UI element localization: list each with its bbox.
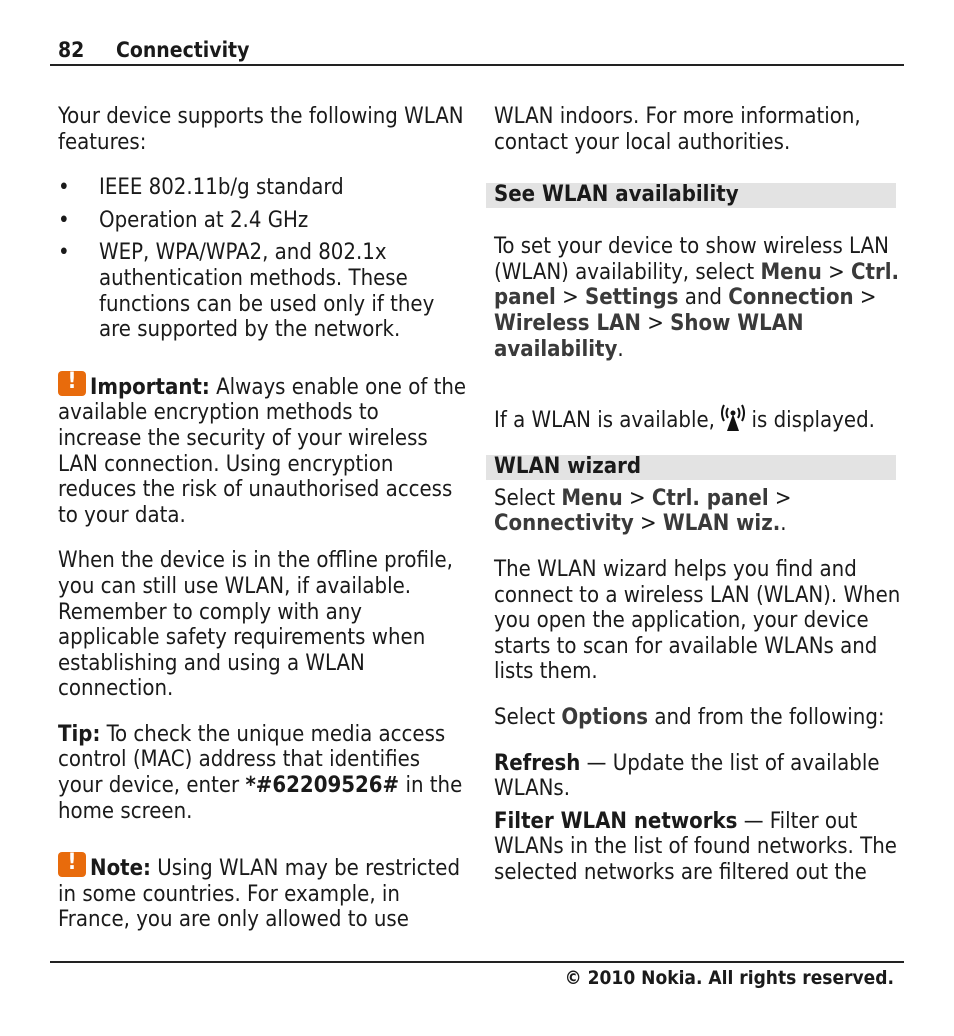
menu-path-connection: Connection <box>728 285 854 311</box>
wlan-indicator-paragraph <box>494 404 904 439</box>
path-separator: > <box>821 259 851 285</box>
offline-paragraph: When the device is in the offline profile, you can still use WLAN, if available. Remember to comply with any applicable safety requirements when establishing and using a WLAN connection. <box>58 548 453 702</box>
menu-path-menu: Menu <box>760 259 822 285</box>
heading-wlan-wizard: WLAN wizard <box>486 455 896 480</box>
select-text: Select <box>494 704 562 730</box>
sentence-end: . <box>617 336 624 362</box>
path-separator: > <box>768 485 792 511</box>
path-separator: > <box>622 485 652 511</box>
important-paragraph <box>58 371 468 529</box>
filter-text: — Filter out WLANs in the list of found networks. The selected networks are filtered out the <box>494 808 897 885</box>
menu-path-wlan-wiz: WLAN wiz. <box>662 511 781 537</box>
options-text: and from the following: <box>648 704 885 730</box>
refresh-text: — Update the list of available WLANs. <box>494 750 880 802</box>
page-footer <box>50 961 904 989</box>
feature-list <box>58 175 468 343</box>
refresh-label: Refresh <box>494 750 581 776</box>
intro-paragraph: Your device supports the following WLAN features: <box>58 104 464 155</box>
important-label: Important: <box>90 374 210 400</box>
menu-path-settings: Settings <box>584 285 679 311</box>
tip-text: To check the unique media access control (MAC) address that identifies your device, enter <box>58 721 446 799</box>
continued-paragraph: WLAN indoors. For more information, contact your local authorities. <box>494 104 861 155</box>
important-text: Always enable one of the available encryption methods to increase the security of your wireless LAN connection. Using encryption reduces the risk of unauthorised access to your data. <box>58 374 467 528</box>
filter-label: Filter WLAN networks <box>494 808 738 834</box>
mac-code: *#62209526# <box>245 773 400 799</box>
warning-icon <box>58 371 86 396</box>
availability-text: To set your device to show wireless LAN (WLAN) availability, select <box>494 234 889 285</box>
feature-item: • Operation at 2.4 GHz <box>58 208 468 234</box>
page-header <box>50 36 904 66</box>
availability-paragraph <box>494 234 904 362</box>
select-text: Select <box>494 485 562 511</box>
warning-icon <box>58 852 86 877</box>
page-number: 82 <box>58 38 85 62</box>
path-separator: > <box>633 511 663 537</box>
section-title: Connectivity <box>116 38 250 62</box>
tip-text-end: in the home screen. <box>58 773 463 824</box>
heading-wlan-availability: See WLAN availability <box>486 183 896 208</box>
wlan-antenna-icon <box>721 404 745 439</box>
menu-path-connectivity: Connectivity <box>494 511 634 537</box>
wizard-path-paragraph <box>494 486 904 537</box>
menu-path-ctrl-panel: Ctrl. panel <box>651 485 769 511</box>
path-separator: > <box>853 285 877 311</box>
menu-path-ctrl-panel: Ctrl. panel <box>494 259 900 311</box>
indicator-text: If a WLAN is available, <box>494 408 722 434</box>
menu-path-wireless-lan: Wireless LAN <box>494 310 641 336</box>
tip-paragraph <box>58 722 468 824</box>
tip-label: Tip: <box>58 721 101 747</box>
menu-path-menu: Menu <box>561 485 623 511</box>
menu-path-show-wlan: Show WLAN availability <box>494 310 804 362</box>
indicator-text-end: is displayed. <box>745 408 875 434</box>
left-column <box>58 104 468 933</box>
options-paragraph <box>494 705 904 731</box>
path-separator: > <box>555 285 585 311</box>
refresh-option <box>494 751 904 802</box>
filter-option <box>494 809 904 886</box>
wizard-description: The WLAN wizard helps you find and connect to a wireless LAN (WLAN). When you open the application, your device starts to scan for available WLANs and lists them. <box>494 556 901 685</box>
note-paragraph <box>58 852 468 933</box>
path-and: and <box>678 285 729 311</box>
note-text: Using WLAN may be restricted in some countries. For example, in France, you are only allowed to use <box>58 856 461 933</box>
path-separator: > <box>640 310 671 336</box>
feature-item: • IEEE 802.11b/g standard <box>58 175 468 201</box>
sentence-end: . <box>780 511 787 537</box>
note-label: Note: <box>90 856 151 882</box>
options-keyword: Options <box>561 704 649 730</box>
right-column <box>494 104 904 885</box>
feature-item: • WEP, WPA/WPA2, and 802.1x authentication methods. These functions can be used only if they are supported by the network. <box>58 240 468 342</box>
copyright-notice: © 2010 Nokia. All rights reserved. <box>564 967 894 989</box>
